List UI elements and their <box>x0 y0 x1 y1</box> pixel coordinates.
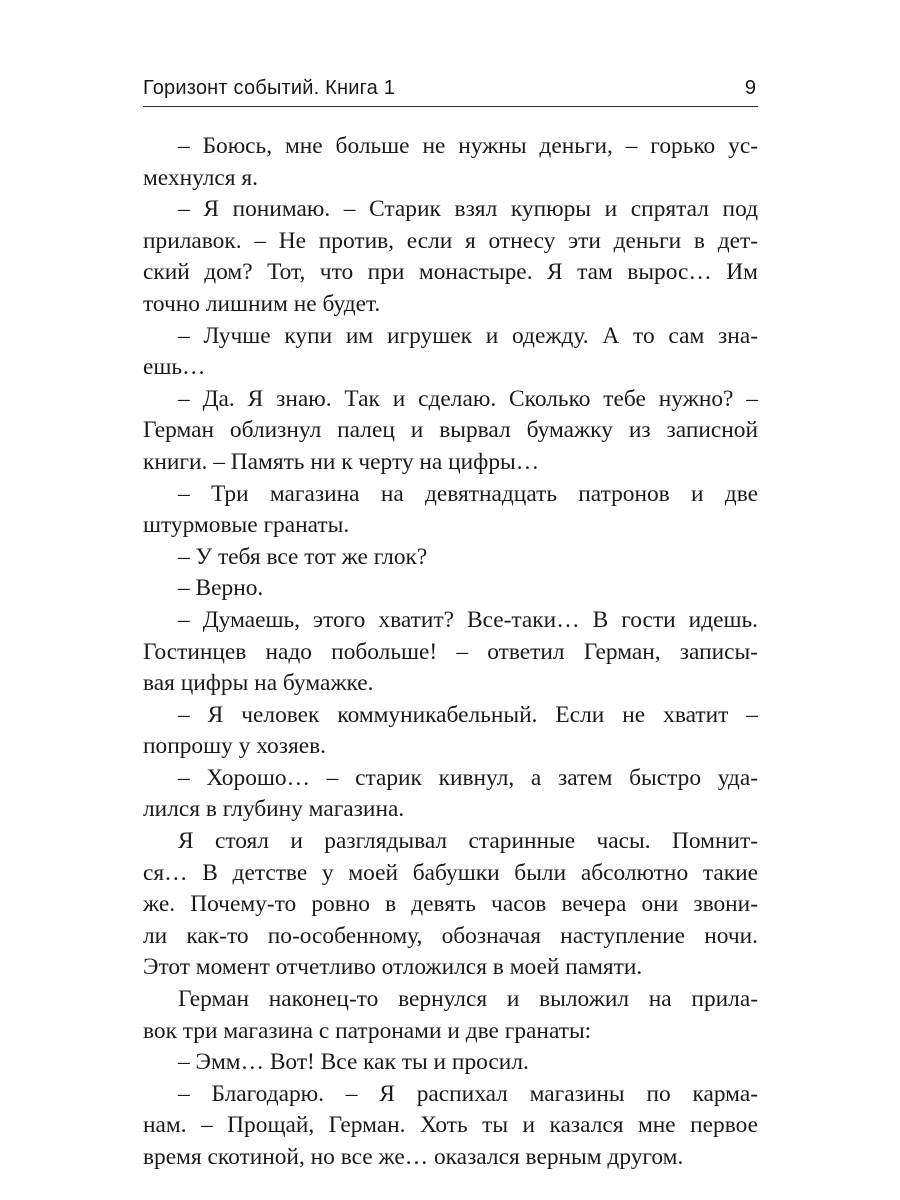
text-line: – Я понимаю. – Старик взял купюры и спрятал под <box>178 196 758 223</box>
text-line: Гостинцев надо побольше! – ответил Герман, записы- <box>143 638 758 665</box>
text-line: – Лучше купи им игрушек и одежду. А то сам зна- <box>178 322 758 349</box>
text-line: точно лишним не будет. <box>143 290 381 317</box>
text-line: – Думаешь, этого хватит? Все-таки… В гости идешь. <box>178 606 758 633</box>
page-number: 9 <box>744 77 756 99</box>
running-title: Горизонт событий. Книга 1 <box>143 77 396 99</box>
text-line: – Я человек коммуникабельный. Если не хватит – <box>178 701 758 728</box>
text-line: – Три магазина на девятнадцать патронов и две <box>178 480 758 507</box>
text-line: книги. – Память ни к черту на цифры… <box>143 448 540 475</box>
text-line: Герман облизнул палец и вырвал бумажку из записной <box>143 417 758 444</box>
text-line: – У тебя все тот же глок? <box>178 543 428 570</box>
text-line: прилавок. – Не против, если я отнесу эти деньги в дет- <box>143 227 758 254</box>
text-line: лился в глубину магазина. <box>143 796 405 823</box>
text-line: попрошу у хозяев. <box>143 733 326 760</box>
text-line: ли как-то по-особенному, обозначая наступление ночи. <box>143 922 758 949</box>
text-line: Герман наконец-то вернулся и выложил на прила- <box>178 986 758 1013</box>
running-header <box>143 72 758 107</box>
text-line: – Хорошо… – старик кивнул, а затем быстро уда- <box>178 764 758 791</box>
text-line: время скотиной, но все же… оказался верным другом. <box>143 1144 684 1170</box>
text-line: штурмовые гранаты. <box>143 512 350 539</box>
text-line: нам. – Прощай, Герман. Хоть ты и казался мне первое <box>143 1112 758 1139</box>
text-line: – Боюсь, мне больше не нужны деньги, – горько ус- <box>178 133 758 159</box>
text-line: – Верно. <box>178 575 264 602</box>
text-line: – Благодарю. – Я распихал магазины по карма- <box>178 1080 758 1107</box>
text-line: мехнулся я. <box>143 164 259 191</box>
text-line: ся… В детстве у моей бабушки были абсолютно такие <box>143 859 758 886</box>
text-line: ешь… <box>143 354 206 381</box>
text-line: вок три магазина с патронами и две гранаты: <box>143 1017 592 1044</box>
text-line: – Да. Я знаю. Так и сделаю. Сколько тебе нужно? – <box>178 385 758 412</box>
text-line: Я стоял и разглядывал старинные часы. Помнит- <box>178 828 758 855</box>
text-line: – Эмм… Вот! Все как ты и просил. <box>178 1049 529 1076</box>
text-line: вая цифры на бумажке. <box>143 670 374 697</box>
page-body-text <box>143 131 758 1174</box>
text-line: же. Почему-то ровно в девять часов вечера они звони- <box>143 891 758 918</box>
text-line: ский дом? Тот, что при монастыре. Я там вырос… Им <box>143 259 758 286</box>
text-line: Этот момент отчетливо отложился в моей памяти. <box>143 954 643 981</box>
